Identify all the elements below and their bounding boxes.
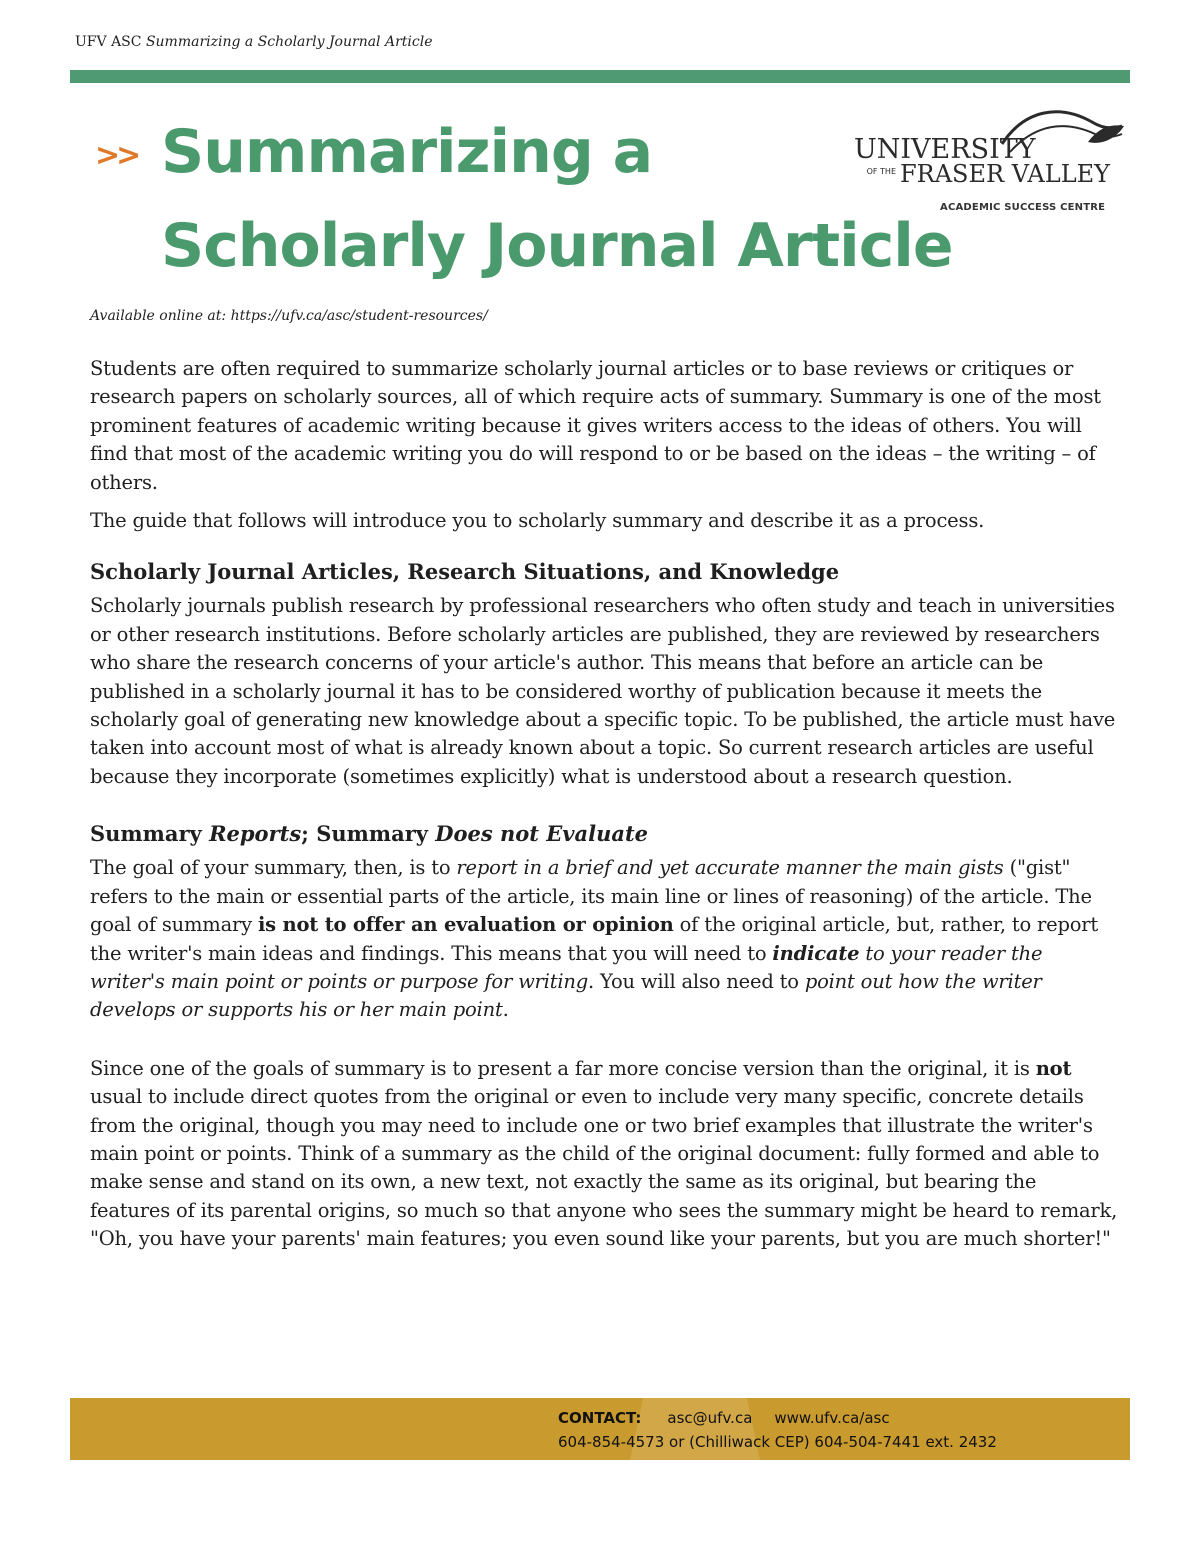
- contact-phone: 604-854-4573 or (Chilliwack CEP) 604-504-7441 ext. 2432: [558, 1433, 997, 1451]
- running-head-org: UFV ASC: [75, 34, 142, 50]
- text-run-bold: not: [1035, 1056, 1072, 1080]
- heading-part-italic: Does not Evaluate: [435, 821, 649, 847]
- text-run: . You will also need to: [588, 969, 805, 993]
- section-heading-1: Scholarly Journal Articles, Research Situations, and Knowledge: [90, 559, 840, 585]
- intro-paragraph-2: The guide that follows will introduce you to scholarly summary and describe it as a process.: [90, 509, 985, 533]
- footer-contact-bar: [70, 1398, 1130, 1460]
- title-line-1: Summarizing a: [161, 117, 653, 187]
- text-run-bold-italic: indicate: [772, 941, 860, 965]
- available-online-link[interactable]: Available online at: https://ufv.ca/asc/student-resources/: [90, 308, 488, 324]
- heading-part-italic: Reports: [209, 821, 302, 847]
- logo-centre: ACADEMIC SUCCESS CENTRE: [940, 202, 1106, 213]
- text-run-italic: to your reader the writer's main point or points or purpose for writing: [90, 941, 1043, 993]
- running-head-title: Summarizing a Scholarly Journal Article: [145, 34, 433, 50]
- top-rule: [70, 70, 1130, 83]
- section1-paragraph: Scholarly journals publish research by professional researchers who often study and teach in universities or other research institutions. Before scholarly articles are published, they are reviewed by researchers who share the research concerns of your article's author. This means that before an article can be published in a scholarly journal it has to be considered worthy of publication because it meets the scholarly goal of generating new knowledge about a specific topic. To be published, the article must have taken into account most of what is already known about a topic. So current research articles are useful because they incorporate (sometimes explicitly) what is understood about a research question.: [90, 594, 1116, 788]
- text-run: Since one of the goals of summary is to present a far more concise version than the original, it is: [90, 1056, 1036, 1080]
- contact-info: [558, 1406, 997, 1454]
- text-run-bold: is not to offer an evaluation or opinion: [257, 913, 674, 937]
- section-heading-2: [90, 821, 1120, 846]
- text-run: ("gist" refers to the main or essential parts of the article, its main line or lines of reasoning) of the article. The goal of summary: [90, 856, 1092, 937]
- title-line-2: Scholarly Journal Article: [161, 211, 953, 281]
- text-run: of the original article, but, rather, to report the writer's main ideas and findings. This means that you will need to: [90, 913, 1099, 965]
- university-logo: [850, 104, 1130, 216]
- text-run-italic: report in a brief and yet accurate manner the main gists: [456, 856, 1004, 880]
- document-body: [90, 355, 1120, 1264]
- section2-paragraph-1: [90, 854, 1120, 1024]
- section2-paragraph-2: [90, 1055, 1120, 1254]
- heading-part: ; Summary: [301, 821, 436, 847]
- text-run: .: [502, 998, 509, 1022]
- running-head: [75, 34, 433, 50]
- intro-paragraph-1: Students are often required to summarize scholarly journal articles or to base reviews or critiques or research papers on scholarly sources, all of which require acts of summary. Summary is one of the most prominent features of academic writing because it gives writers access to the ideas of others. You will find that most of the academic writing you do will respond to or be based on the ideas – the writing – of others.: [90, 357, 1101, 494]
- logo-fraser-valley: FRASER VALLEY: [900, 160, 1110, 188]
- chevron-right-icon: >>: [95, 138, 138, 173]
- heading-part: Summary: [90, 821, 210, 847]
- text-run: usual to include direct quotes from the original or even to include very many specific, concrete details from the original, though you may need to include one or two brief examples that illustrate the writer's main point or points. Think of a summary as the child of the original document: fully formed and able to make sense and stand on its own, a new text, not exactly the same as its original, but bearing the features of its parental origins, so much so that anyone who sees the summary might be heard to remark, "Oh, you have your parents' main features; you even sound like your parents, but you are much shorter!": [90, 1085, 1118, 1251]
- contact-web-link[interactable]: www.ufv.ca/asc: [774, 1409, 890, 1427]
- text-run-italic: point out how the writer develops or supports his or her main point: [90, 969, 1042, 1022]
- text-run: The goal of your summary, then, is to: [90, 856, 457, 880]
- logo-university: UNIVERSITY: [854, 134, 1036, 165]
- contact-email-link[interactable]: asc@ufv.ca: [667, 1409, 753, 1427]
- logo-of-the: OF THE: [866, 167, 896, 176]
- contact-label: CONTACT:: [558, 1409, 642, 1427]
